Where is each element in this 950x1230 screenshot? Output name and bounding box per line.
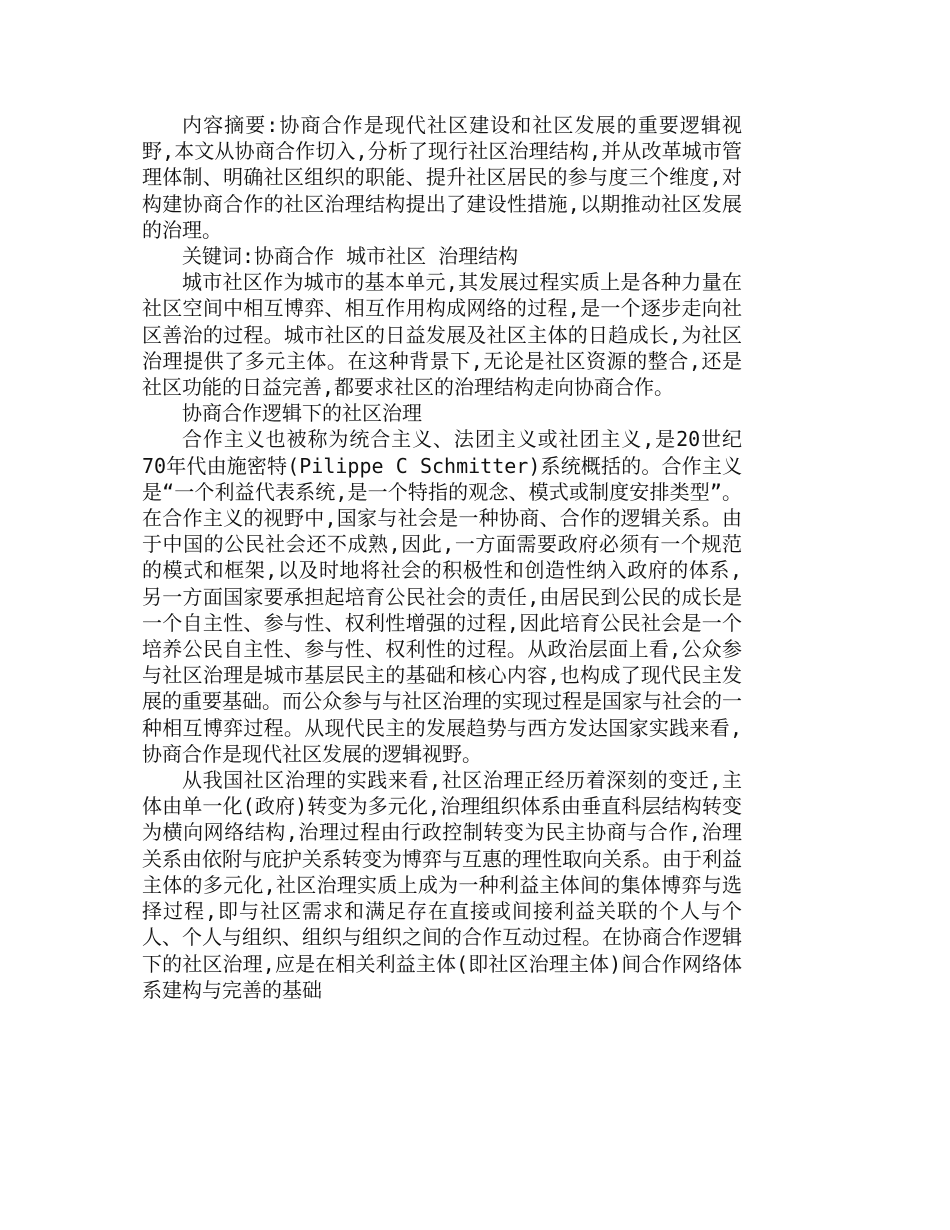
body-paragraph: 城市社区作为城市的基本单元,其发展过程实质上是各种力量在社区空间中相互博弈、相互作用构成网络的过程,是一个逐步走向社区善治的过程。城市社区的日益发展及社区主体的日趋成长,为社区治理提供了多元主体。在这种背景下,无论是社区资源的整合,还是社区功能的日益完善,都要求社区的治理结构走向协商合作。 (142, 270, 742, 400)
body-paragraph: 合作主义也被称为统合主义、法团主义或社团主义,是20世纪70年代由施密特(Pilippe C Schmitter)系统概括的。合作主义是“一个利益代表系统,是一个特指的观念、模式或制度安排类型”。在合作主义的视野中,国家与社会是一种协商、合作的逻辑关系。由于中国的公民社会还不成熟,因此,一方面需要政府必须有一个规范的模式和框架,以及时地将社会的积极性和创造性纳入政府的体系,另一方面国家要承担起培育公民社会的责任,由居民到公民的成长是一个自主性、参与性、权利性增强的过程,因此培育公民社会是一个培养公民自主性、参与性、权利性的过程。从政治层面上看,公众参与社区治理是城市基层民主的基础和核心内容,也构成了现代民主发展的重要基础。而公众参与与社区治理的实现过程是国家与社会的一种相互博弈过程。从现代民主的发展趋势与西方发达国家实践来看,协商合作是现代社区发展的逻辑视野。 (142, 427, 742, 766)
body-paragraph: 从我国社区治理的实践来看,社区治理正经历着深刻的变迁,主体由单一化(政府)转变为多元化,治理组织体系由垂直科层结构转变为横向网络结构,治理过程由行政控制转变为民主协商与合作,治理关系由依附与庇护关系转变为博弈与互惠的理性取向关系。由于利益主体的多元化,社区治理实质上成为一种利益主体间的集体博弈与选择过程,即与社区需求和满足存在直接或间接利益关联的个人与个人、个人与组织、组织与组织之间的合作互动过程。在协商合作逻辑下的社区治理,应是在相关利益主体(即社区治理主体)间合作网络体系建构与完善的基础 (142, 768, 742, 1002)
keywords-paragraph: 关键词:协商合作 城市社区 治理结构 (182, 244, 519, 269)
abstract-paragraph: 内容摘要:协商合作是现代社区建设和社区发展的重要逻辑视野,本文从协商合作切入,分析了现行社区治理结构,并从改革城市管理体制、明确社区组织的职能、提升社区居民的参与度三个维度,对构建协商合作的社区治理结构提出了建设性措施,以期推动社区发展的治理。 (142, 113, 742, 242)
section-heading: 协商合作逻辑下的社区治理 (182, 401, 422, 426)
document-body (142, 112, 742, 1003)
